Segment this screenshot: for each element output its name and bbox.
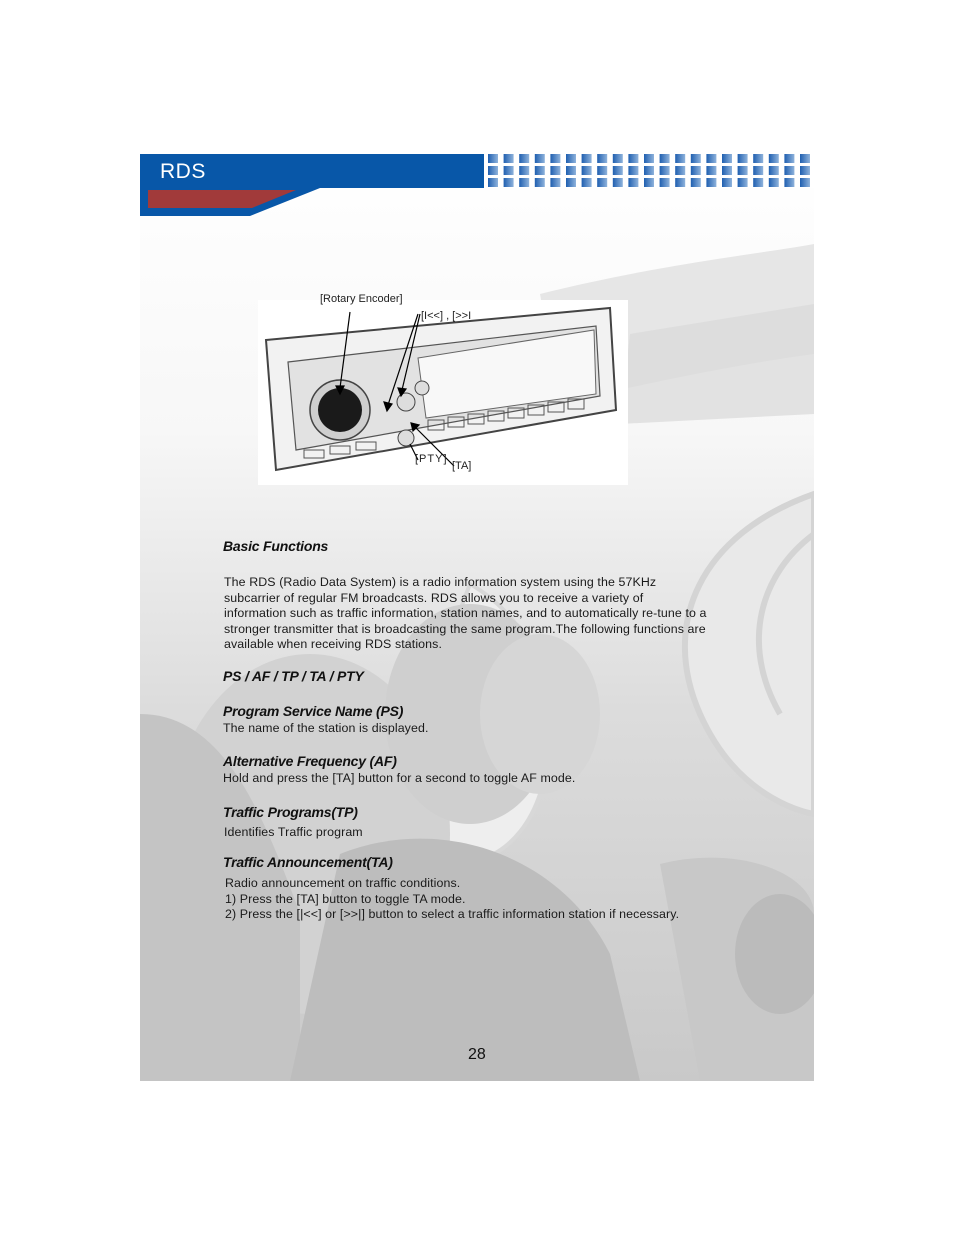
header-square [504,178,514,187]
ta-heading: Traffic Announcement(TA) [223,854,393,870]
header-square [753,178,763,187]
header-square [613,166,623,175]
header-square [800,166,810,175]
header-square [722,166,732,175]
header-square [628,154,638,163]
header-square [738,154,748,163]
header-square [488,178,498,187]
ta-line: Radio announcement on traffic conditions. [225,876,461,890]
header-square [769,154,779,163]
callout-seek-buttons: [I<<] , [>>I [421,310,472,322]
ps-text: The name of the station is displayed. [223,721,429,735]
basic-line: information such as traffic information, station names, and to automatically re-tune to a [224,606,707,621]
header-square [597,178,607,187]
basic-line: The RDS (Radio Data System) is a radio information system using the 57KHz [224,575,657,589]
header-square [753,154,763,163]
header-square [628,166,638,175]
header-square [535,178,545,187]
header-square [613,154,623,163]
header-square [706,166,716,175]
tp-text: Identifies Traffic program [224,825,363,839]
header-square [566,154,576,163]
header-accent-stripe [140,188,320,216]
header-square [660,166,670,175]
header-square [535,154,545,163]
header-square [566,178,576,187]
header-square [769,178,779,187]
ta-line: 2) Press the [|<<] or [>>|] button to select a traffic information station if necessary. [225,907,680,922]
header-square [660,178,670,187]
basic-line: stronger transmitter that is broadcasting the same program.The following functions are [224,621,706,636]
header-square [550,178,560,187]
header-square [613,178,623,187]
basic-functions-text [224,575,744,653]
header-square [582,166,592,175]
header-square [644,154,654,163]
header-square [597,154,607,163]
page-number: 28 [468,1046,486,1063]
basic-line: available when receiving RDS stations. [224,637,442,652]
header-square [550,154,560,163]
header-square [488,166,498,175]
header-square [582,154,592,163]
header-square [519,178,529,187]
header-square [753,166,763,175]
header-square [738,178,748,187]
header-square [488,154,498,163]
header-square [644,178,654,187]
ta-line: 1) Press the [TA] button to toggle TA mode. [225,891,466,906]
functions-list-heading: PS / AF / TP / TA / PTY [223,668,364,684]
header-square [691,178,701,187]
callout-pty: [PTY] [415,453,448,465]
callout-rotary-encoder: [Rotary Encoder] [320,293,403,305]
header-square [550,166,560,175]
header-square [566,166,576,175]
header-square [597,166,607,175]
header-square [769,166,779,175]
page-title: RDS [160,160,206,183]
header-square [675,166,685,175]
header-square [800,154,810,163]
header-square [644,166,654,175]
ta-text [225,876,745,923]
basic-line: subcarrier of regular FM broadcasts. RDS allows you to receive a variety of [224,590,644,605]
header-square [660,154,670,163]
header-square [784,166,794,175]
header-square [582,178,592,187]
header-square [800,178,810,187]
header-square [504,154,514,163]
af-text: Hold and press the [TA] button for a second to toggle AF mode. [223,771,576,785]
header-square [519,166,529,175]
header-square [722,154,732,163]
callout-ta: [TA] [452,460,472,472]
header-square [691,154,701,163]
tp-heading: Traffic Programs(TP) [223,804,358,820]
header-square [675,154,685,163]
header-square-pattern [484,154,814,188]
header-square [535,166,545,175]
header-square [628,178,638,187]
basic-functions-heading: Basic Functions [223,538,329,554]
header-square [706,178,716,187]
header-square [738,166,748,175]
header-square [504,166,514,175]
header-square [706,154,716,163]
header-square [675,178,685,187]
header-square [784,154,794,163]
header-square [691,166,701,175]
header-square [784,178,794,187]
af-heading: Alternative Frequency (AF) [223,753,397,769]
header-square [519,154,529,163]
header-square [722,178,732,187]
ps-heading: Program Service Name (PS) [223,703,404,719]
